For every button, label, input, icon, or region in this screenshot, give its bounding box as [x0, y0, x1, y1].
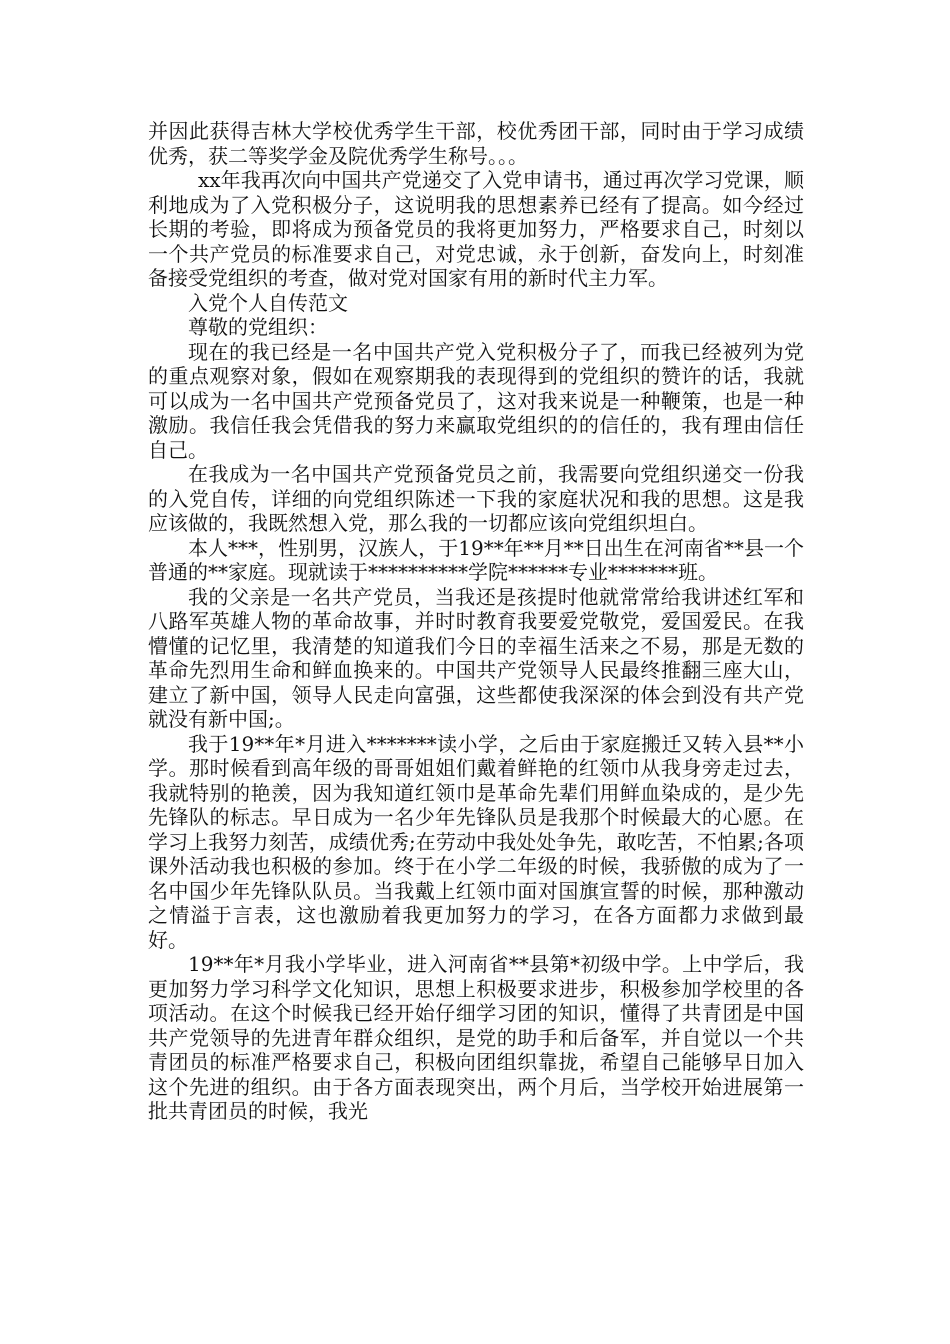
paragraph-personal-info: 本人***，性别男，汉族人，于19**年**月**日出生在河南省**县一个普通的**家庭。现就读于**********学院******专业*******班。	[148, 535, 804, 584]
paragraph-intro: 现在的我已经是一名中国共产党入党积极分子了，而我已经被列为党的重点观察对象，假如在观察期我的表现得到的党组织的赞许的话，我就可以成为一名中国共产党预备党员了，这对我来说是一种鞭策，也是一种激励。我信任我会凭借我的努力来赢取党组织的的信任的，我有理由信任自己。	[148, 339, 804, 462]
paragraph-purpose: 在我成为一名中国共产党预备党员之前，我需要向党组织递交一份我的入党自传，详细的向党组织陈述一下我的家庭状况和我的思想。这是我应该做的，我既然想入党，那么我的一切都应该向党组织坦白。	[148, 462, 804, 535]
paragraph-continued: 并因此获得吉林大学校优秀学生干部，校优秀团干部，同时由于学习成绩优秀，获二等奖学金及院优秀学生称号。。。	[148, 119, 804, 168]
salutation: 尊敬的党组织：	[188, 315, 328, 339]
paragraph-application: xx年我再次向中国共产党递交了入党申请书，通过再次学习党课，顺利地成为了入党积极分子，这说明我的思想素养已经有了提高。如今经过长期的考验，即将成为预备党员的我将更加努力，严格要求自己，时刻以一个共产党员的标准要求自己，对党忠诚，永于创新，奋发向上，时刻准备接受党组织的考查，做对党对国家有用的新时代主力军。	[148, 168, 804, 290]
paragraph-family: 我的父亲是一名共产党员，当我还是孩提时他就常常给我讲述红军和八路军英雄人物的革命故事，并时时教育我要爱党敬党，爱国爱民。在我懵懂的记忆里，我清楚的知道我们今日的幸福生活来之不易，那是无数的革命先烈用生命和鲜血换来的。中国共产党领导人民最终推翻三座大山，建立了新中国，领导人民走向富强，这些都使我深深的体会到没有共产党就没有新中国;。	[148, 584, 804, 731]
paragraph-primary-school: 我于19**年*月进入*******读小学，之后由于家庭搬迁又转入县**小学。那时候看到高年级的哥哥姐姐们戴着鲜艳的红领巾从我身旁走过去，我就特别的艳羡，因为我知道红领巾是革命先辈们用鲜血染成的，是少先先锋队的标志。早日成为一名少年先锋队员是我那个时候最大的心愿。在学习上我努力刻苦，成绩优秀;在劳动中我处处争先，敢吃苦，不怕累;各项课外活动我也积极的参加。终于在小学二年级的时候，我骄傲的成为了一名中国少年先锋队队员。当我戴上红领巾面对国旗宣誓的时候，那种激动之情溢于言表，这也激励着我更加努力的学习，在各方面都力求做到最好。	[148, 731, 804, 952]
document-body	[148, 119, 804, 1124]
section-heading: 入党个人自传范文	[188, 290, 348, 315]
paragraph-middle-school: 19**年*月我小学毕业，进入河南省**县第*初级中学。上中学后，我更加努力学习科学文化知识，思想上积极要求进步，积极参加学校里的各项活动。在这个时候我已经开始仔细学习团的知识，懂得了共青团是中国共产党领导的先进青年群众组织，是党的助手和后备军，并自觉以一个共青团员的标准严格要求自己，积极向团组织靠拢，希望自己能够早日加入这个先进的组织。由于各方面表现突出，两个月后，当学校开始进展第一批共青团员的时候，我光	[148, 952, 804, 1123]
